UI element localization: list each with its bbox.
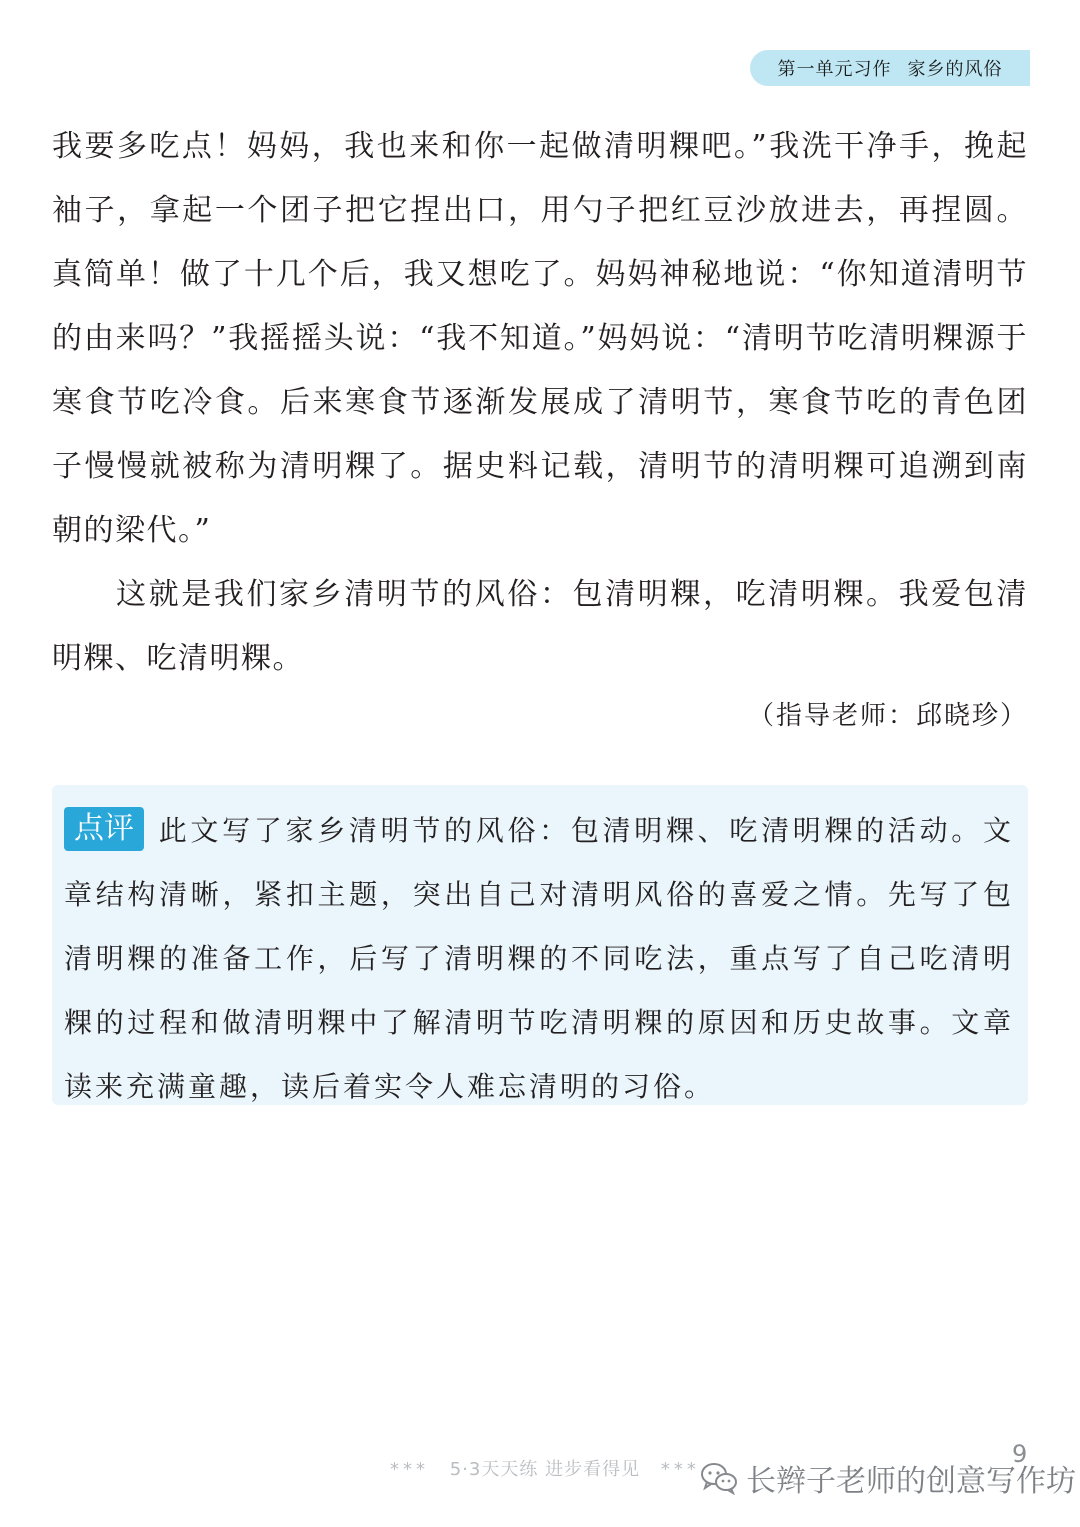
wechat-icon (700, 1461, 738, 1495)
footer-stars-left: *** (390, 1459, 429, 1480)
watermark-text: 长辫子老师的创意写作坊 (746, 1464, 1076, 1499)
comment-badge: 点评 (64, 807, 144, 851)
watermark (700, 1456, 1076, 1500)
essay-paragraph-1: 我要多吃点！妈妈，我也来和你一起做清明粿吧。”我洗干净手，挽起袖子，拿起一个团子把它捏出口，用勺子把红豆沙放进去，再捏圆。真简单！做了十几个后，我又想吃了。妈妈神秘地说：“你知道清明节的由来吗？”我摇摇头说：“我不知道。”妈妈说：“清明节吃清明粿源于寒食节吃冷食。后来寒食节逐渐发展成了清明节，寒食节吃的青色团子慢慢就被称为清明粿了。据史料记载，清明节的清明粿可追溯到南朝的梁代。” (52, 129, 1028, 548)
unit-title: 家乡的风俗 (907, 59, 1003, 80)
comment-text: 此文写了家乡清明节的风俗：包清明粿、吃清明粿的活动。文章结构清晰，紧扣主题，突出自己对清明风俗的喜爱之情。先写了包清明粿的准备工作，后写了清明粿的不同吃法，重点写了自己吃清明粿的过程和做清明粿中了解清明节吃清明粿的原因和历史故事。文章读来充满童趣，读后着实令人难忘清明的习俗。 (64, 814, 1014, 1103)
comment-paragraph (64, 799, 1014, 1119)
essay-paragraph-2: 这就是我们家乡清明节的风俗：包清明粿，吃清明粿。我爱包清明粿、吃清明粿。 (52, 577, 1028, 676)
teacher-credit: （指导老师：邱晓珍） (747, 701, 1028, 731)
footer-stars-right: *** (660, 1459, 700, 1480)
unit-label: 第一单元习作 (777, 59, 892, 80)
comment-box (52, 785, 1028, 1105)
essay-body (52, 115, 1028, 691)
page-number: 9 (1012, 1440, 1028, 1468)
footer-slogan: 5·3天天练 进步看得见 (449, 1459, 641, 1480)
page-footer (390, 1455, 700, 1481)
unit-header-tab (750, 50, 1030, 86)
